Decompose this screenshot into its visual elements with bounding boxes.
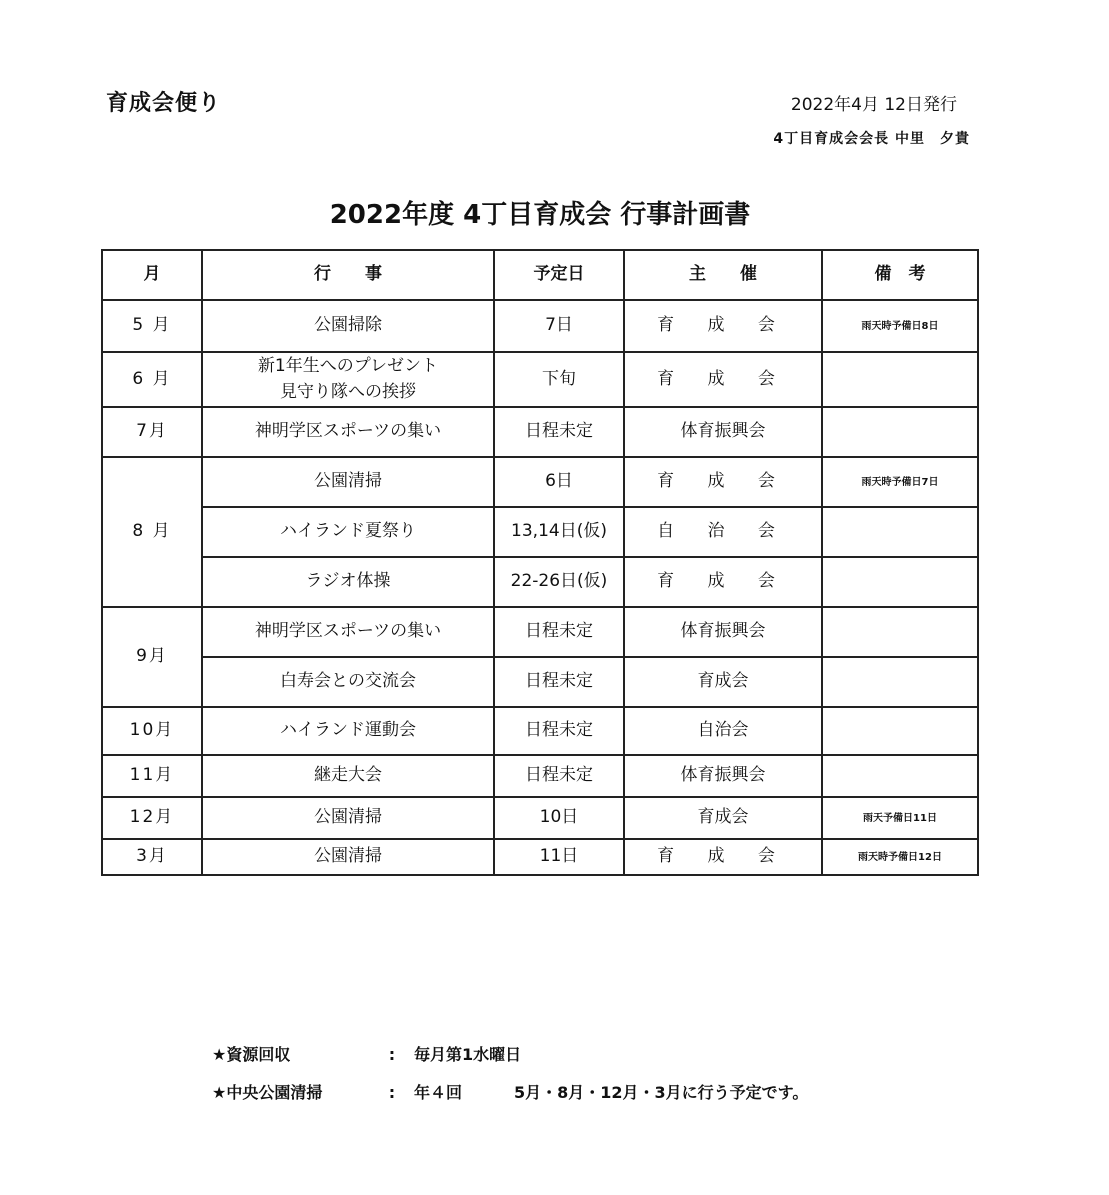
- event-cell: 神明学区スポーツの集い: [202, 407, 494, 457]
- table-row: [102, 707, 978, 755]
- month-cell: 12月: [102, 797, 202, 839]
- table-row: [102, 352, 978, 407]
- table-row: [102, 507, 978, 557]
- event-cell: 神明学区スポーツの集い: [202, 607, 494, 657]
- table-row: [102, 657, 978, 707]
- date-cell: 下旬: [494, 352, 624, 407]
- host-cell: 育 成 会: [624, 457, 822, 507]
- note-label: ★中央公園清掃: [212, 1083, 323, 1102]
- note-cell: [822, 607, 978, 657]
- host-cell: 育 成 会: [624, 300, 822, 352]
- month-cell: 11月: [102, 755, 202, 797]
- host-cell: 育 成 会: [624, 839, 822, 875]
- header-event: 行 事: [202, 250, 494, 300]
- event-line: 新1年生へのプレゼント: [257, 356, 439, 376]
- table-header-row: [102, 250, 978, 300]
- header-month: 月: [102, 250, 202, 300]
- event-cell: 公園掃除: [202, 300, 494, 352]
- note-label: ★資源回収: [212, 1045, 291, 1064]
- month-cell: 3月: [102, 839, 202, 875]
- event-cell: 公園清掃: [202, 457, 494, 507]
- month-cell: 5 月: [102, 300, 202, 352]
- table-row: [102, 839, 978, 875]
- table-row: [102, 607, 978, 657]
- table-row: [102, 557, 978, 607]
- document-title: 2022年度 4丁目育成会 行事計画書: [329, 200, 751, 230]
- footer-notes: [212, 1036, 808, 1112]
- month-cell: 7月: [102, 407, 202, 457]
- note-text: 5月・8月・12月・3月に行う予定です。: [514, 1083, 809, 1102]
- issue-date: 2022年4月 12日発行: [790, 95, 957, 115]
- note-separator: :: [388, 1083, 396, 1102]
- host-cell: 育成会: [624, 797, 822, 839]
- note-cell: 雨天予備日11日: [822, 797, 978, 839]
- date-cell: 11日: [494, 839, 624, 875]
- event-cell: 白寿会との交流会: [202, 657, 494, 707]
- table-row: [102, 457, 978, 507]
- date-cell: 13,14日(仮): [494, 507, 624, 557]
- note-recycling: [212, 1036, 808, 1074]
- host-cell: 育成会: [624, 657, 822, 707]
- note-count: 年４回: [414, 1083, 463, 1102]
- event-cell: ラジオ体操: [202, 557, 494, 607]
- note-separator: :: [388, 1045, 396, 1064]
- note-cell: [822, 352, 978, 407]
- date-cell: 日程未定: [494, 607, 624, 657]
- date-cell: 10日: [494, 797, 624, 839]
- note-cell: [822, 707, 978, 755]
- event-line: 見守り隊への挨拶: [280, 381, 416, 402]
- host-cell: 育 成 会: [624, 557, 822, 607]
- date-cell: 22-26日(仮): [494, 557, 624, 607]
- event-cell: ハイランド運動会: [202, 707, 494, 755]
- event-cell: 公園清掃: [202, 797, 494, 839]
- month-cell: 9月: [102, 607, 202, 707]
- month-cell: 6 月: [102, 352, 202, 407]
- note-cell: [822, 755, 978, 797]
- date-cell: 日程未定: [494, 707, 624, 755]
- header-date: 予定日: [494, 250, 624, 300]
- event-schedule-table: [101, 249, 979, 876]
- date-cell: 7日: [494, 300, 624, 352]
- event-cell: 継走大会: [202, 755, 494, 797]
- host-cell: 自 治 会: [624, 507, 822, 557]
- host-cell: 体育振興会: [624, 407, 822, 457]
- note-cell: 雨天時予備日8日: [822, 300, 978, 352]
- header-note: 備 考: [822, 250, 978, 300]
- event-cell: ハイランド夏祭り: [202, 507, 494, 557]
- date-cell: 6日: [494, 457, 624, 507]
- host-cell: 自治会: [624, 707, 822, 755]
- month-cell: 8 月: [102, 457, 202, 607]
- table-row: [102, 797, 978, 839]
- month-cell: 10月: [102, 707, 202, 755]
- date-cell: 日程未定: [494, 657, 624, 707]
- note-cell: [822, 507, 978, 557]
- note-cell: 雨天時予備日12日: [822, 839, 978, 875]
- note-cell: [822, 657, 978, 707]
- header-host: 主 催: [624, 250, 822, 300]
- newsletter-title: 育成会便り: [106, 91, 222, 116]
- note-cell: 雨天時予備日7日: [822, 457, 978, 507]
- issuer-name: 4丁目育成会会長 中里 夕貴: [773, 131, 970, 147]
- note-cell: [822, 557, 978, 607]
- host-cell: 体育振興会: [624, 607, 822, 657]
- date-cell: 日程未定: [494, 407, 624, 457]
- host-cell: 育 成 会: [624, 352, 822, 407]
- table-row: [102, 755, 978, 797]
- host-cell: 体育振興会: [624, 755, 822, 797]
- note-cell: [822, 407, 978, 457]
- note-text: 毎月第1水曜日: [414, 1045, 522, 1064]
- note-park-cleaning: [212, 1074, 808, 1112]
- date-cell: 日程未定: [494, 755, 624, 797]
- table-row: [102, 300, 978, 352]
- event-cell: 公園清掃: [202, 839, 494, 875]
- table-row: [102, 407, 978, 457]
- event-cell: [202, 352, 494, 407]
